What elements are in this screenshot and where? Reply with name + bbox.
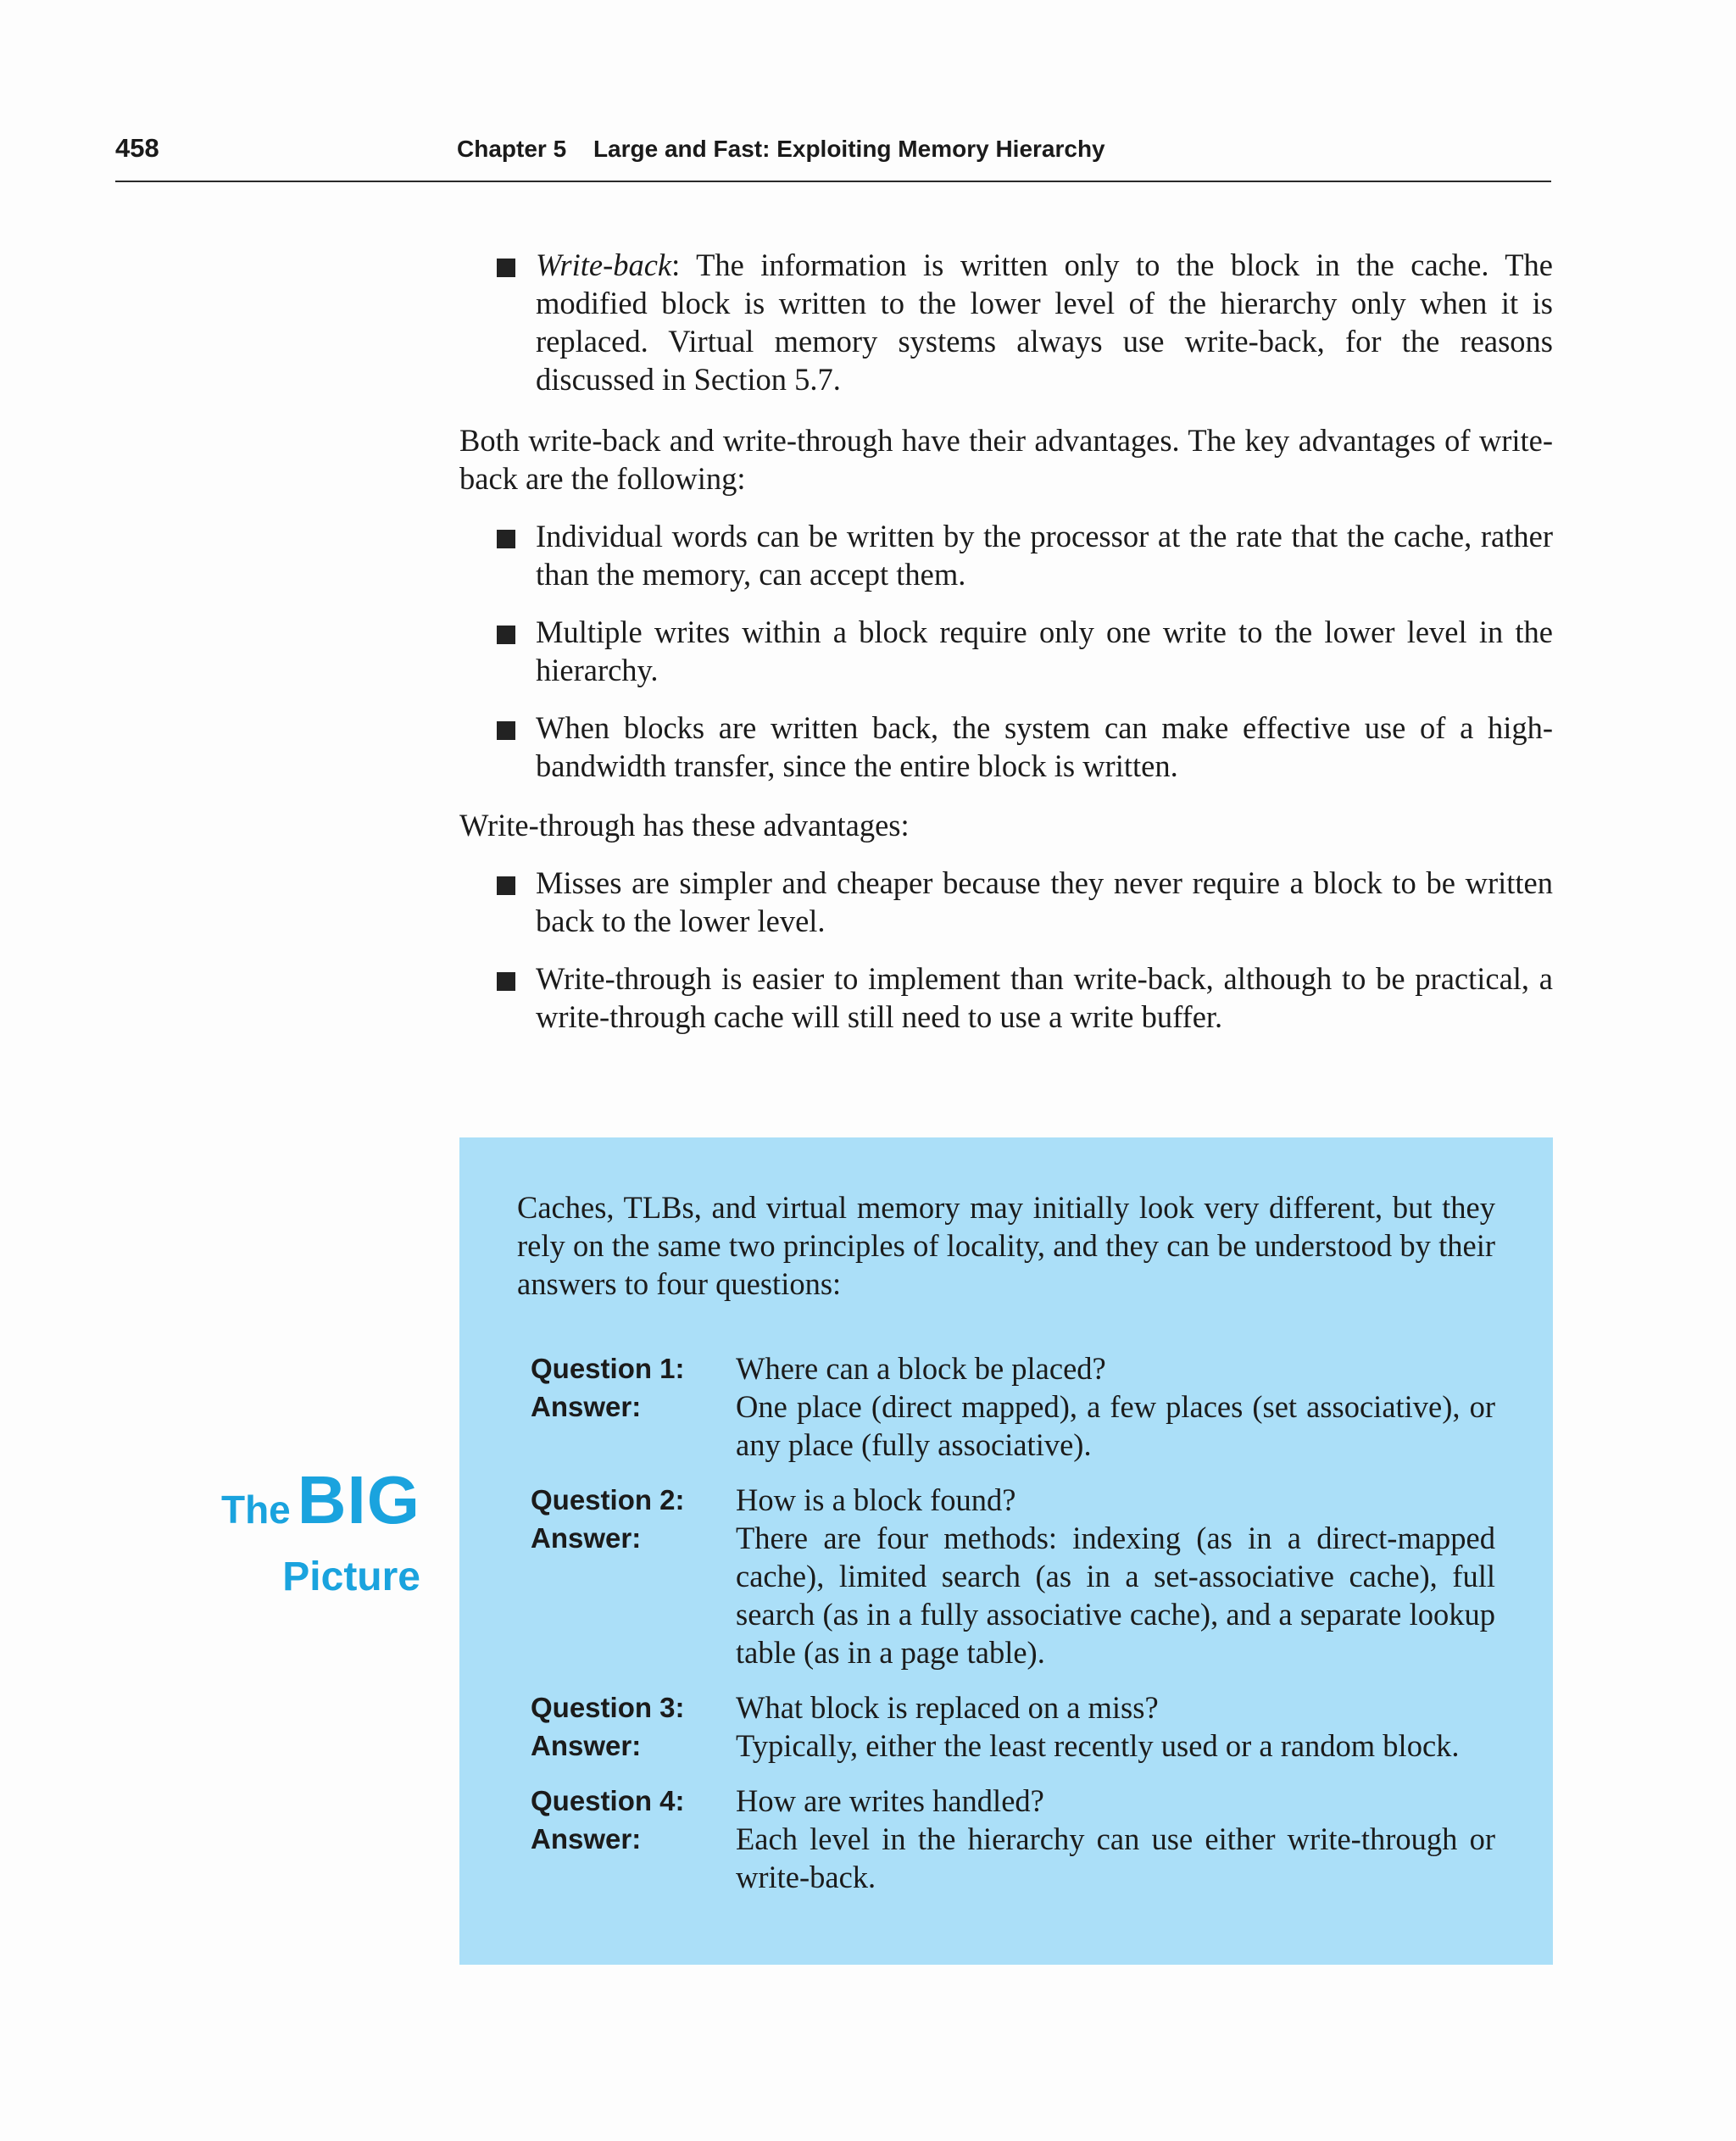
answer-label: Answer: bbox=[531, 1823, 642, 1855]
list-item bbox=[459, 959, 1553, 1036]
big-picture-label-the: The bbox=[220, 1488, 291, 1532]
question-label: Question 2: bbox=[531, 1484, 685, 1515]
question-answer-2 bbox=[531, 1481, 1495, 1671]
question-label: Question 3: bbox=[531, 1692, 685, 1723]
chapter-title: Large and Fast: Exploiting Memory Hierarchy bbox=[593, 136, 1105, 162]
write-through-advantages-list bbox=[459, 864, 1553, 1036]
question-answer-4 bbox=[531, 1782, 1495, 1896]
header-rule bbox=[115, 181, 1551, 182]
list-item-text: Individual words can be written by the processor at the rate that the cache, rather than the memory, can accept them. bbox=[536, 519, 1553, 592]
question-label: Question 1: bbox=[531, 1353, 685, 1384]
square-bullet-icon bbox=[497, 626, 515, 644]
question-answer-1 bbox=[531, 1349, 1495, 1464]
question-answer-3 bbox=[531, 1688, 1495, 1765]
answer-text: Each level in the hierarchy can use either write-through or write-back. bbox=[736, 1821, 1495, 1894]
square-bullet-icon bbox=[497, 972, 515, 991]
question-text: How are writes handled? bbox=[736, 1783, 1044, 1818]
page-number: 458 bbox=[115, 133, 159, 163]
question-answer-list bbox=[531, 1349, 1495, 1913]
answer-label: Answer: bbox=[531, 1391, 642, 1422]
list-item bbox=[459, 864, 1553, 940]
write-back-definition-list bbox=[459, 246, 1553, 398]
question-text: How is a block found? bbox=[736, 1482, 1016, 1517]
big-picture-box bbox=[459, 1137, 1553, 1965]
answer-text: There are four methods: indexing (as in a direct-mapped cache), limited search (as in a set-associative cache), full search (as in a fully associative cache), and a separate lookup table (as in a page table). bbox=[736, 1521, 1495, 1670]
question-text: Where can a block be placed? bbox=[736, 1351, 1106, 1386]
list-item-text: When blocks are written back, the system can make effective use of a high-bandwidth transfer, since the entire block is written. bbox=[536, 710, 1553, 783]
big-picture-label bbox=[195, 1462, 420, 1599]
chapter-label: Chapter 5 bbox=[457, 136, 567, 162]
list-item bbox=[459, 613, 1553, 689]
write-through-advantages-intro: Write-through has these advantages: bbox=[459, 808, 910, 842]
list-item bbox=[459, 246, 1553, 398]
square-bullet-icon bbox=[497, 530, 515, 548]
list-item bbox=[459, 517, 1553, 593]
list-item bbox=[459, 709, 1553, 785]
list-item-text: Multiple writes within a block require only one write to the lower level in the hierarchy. bbox=[536, 614, 1553, 687]
square-bullet-icon bbox=[497, 259, 515, 277]
running-head bbox=[457, 133, 1105, 165]
square-bullet-icon bbox=[497, 876, 515, 895]
list-item-text: Misses are simpler and cheaper because they never require a block to be written back to the lower level. bbox=[536, 865, 1553, 938]
answer-label: Answer: bbox=[531, 1730, 642, 1761]
question-text: What block is replaced on a miss? bbox=[736, 1690, 1159, 1725]
answer-label: Answer: bbox=[531, 1522, 642, 1554]
write-back-advantages-list bbox=[459, 517, 1553, 785]
answer-text: Typically, either the least recently used or a random block. bbox=[736, 1728, 1460, 1763]
big-picture-label-big: BIG bbox=[297, 1462, 420, 1538]
big-picture-label-picture: Picture bbox=[282, 1554, 420, 1599]
big-picture-intro: Caches, TLBs, and virtual memory may initially look very different, but they rely on the same two principles of locality, and they can be understood by their answers to four questions: bbox=[517, 1190, 1495, 1301]
write-back-term: Write-back bbox=[536, 247, 672, 282]
question-label: Question 4: bbox=[531, 1785, 685, 1816]
list-item-text: Write-through is easier to implement than write-back, although to be practical, a write-through cache will still need to use a write buffer. bbox=[536, 961, 1553, 1034]
answer-text: One place (direct mapped), a few places (set associative), or any place (fully associative). bbox=[736, 1389, 1495, 1462]
write-back-advantages-intro: Both write-back and write-through have their advantages. The key advantages of write-back are the following: bbox=[459, 423, 1553, 496]
square-bullet-icon bbox=[497, 721, 515, 740]
write-back-definition: : The information is written only to the block in the cache. The modified block is written to the lower level of the hierarchy only when it is replaced. Virtual memory systems always use write-back, for the reasons discussed in Section 5.7. bbox=[536, 247, 1553, 397]
